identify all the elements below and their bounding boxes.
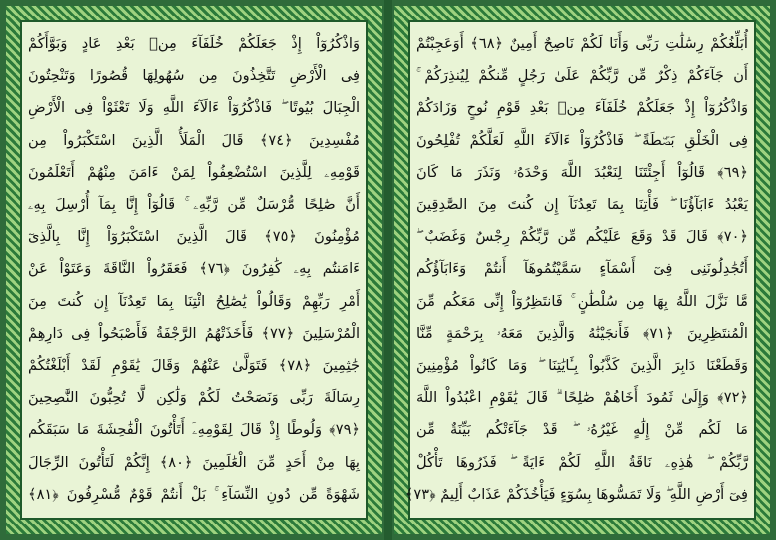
text-line: أَن جَآءَكُمْ ذِكْرٌ مِّن رَّبِّكُمْ عَلَىٰ رَجُلٍ مِّنكُمْ لِيُنذِرَكُمْ ۚ <box>416 67 748 85</box>
text-line: شَهْوَةً مِّن دُونِ النِّسَآءِ ۚ بَلْ أَنتُمْ قَوْمٌ مُّسْرِفُونَ ﴿٨١﴾ <box>28 485 360 503</box>
page-gutter <box>384 0 392 540</box>
right-page-text-panel <box>404 20 756 520</box>
text-line: بِهَا مِنْ أَحَدٍ مِّنَ الْعَٰلَمِينَ ﴿٨٠﴾ إِنَّكُمْ لَتَأْتُونَ الرِّجَالَ <box>28 453 360 471</box>
text-line: الْجِبَالَ بُيُوتًا ۖ فَاذْكُرُوٓاْ ءَالَآءَ اللَّهِ وَلَا تَعْثَوْاْ فِى الْأَرْضِ <box>28 99 360 117</box>
text-line: مُفْسِدِينَ ﴿٧٤﴾ قَالَ الْمَلَأُ الَّذِينَ اسْتَكْبَرُواْ مِن <box>28 131 360 149</box>
right-page-text <box>404 30 748 510</box>
right-page <box>394 6 770 534</box>
text-line: ﴿٦٩﴾ قَالُوٓاْ أَجِئْتَنَا لِنَعْبُدَ اللَّهَ وَحْدَهُۥ وَنَذَرَ مَا كَانَ <box>416 163 748 181</box>
text-line: مَا لَكُم مِّنْ إِلَٰهٍ غَيْرُهُۥ ۖ قَدْ جَآءَتْكُم بَيِّنَةٌ مِّن <box>416 421 748 439</box>
text-line: الْمُرْسَلِينَ ﴿٧٧﴾ فَأَخَذَتْهُمُ الرَّجْفَةُ فَأَصْبَحُواْ فِى دَارِهِمْ <box>28 324 360 342</box>
text-line: فِى الْخَلْقِ بَصْۜطَةً ۖ فَاذْكُرُوٓاْ ءَالَآءَ اللَّهِ لَعَلَّكُمْ تُفْلِحُونَ <box>416 131 748 149</box>
text-line: مَّا نَزَّلَ اللَّهُ بِهَا مِن سُلْطَٰنٍ ۚ فَانتَظِرُوٓاْ إِنِّى مَعَكُم مِّنَ <box>416 292 748 310</box>
text-line: رِسَالَةَ رَبِّى وَنَصَحْتُ لَكُمْ وَلَٰكِن لَّا تُحِبُّونَ النَّٰصِحِينَ <box>28 389 360 407</box>
text-line: أَتُجَٰدِلُونَنِى فِىٓ أَسْمَآءٍ سَمَّيْتُمُوهَآ أَنتُمْ وَءَابَآؤُكُم <box>416 260 748 278</box>
text-line: وَقَطَعْنَا دَابِرَ الَّذِينَ كَذَّبُواْ بِـَٔايَٰتِنَا ۖ وَمَا كَانُواْ مُؤْمِنِينَ <box>416 357 748 375</box>
text-line: قَوْمِهِۦ لِلَّذِينَ اسْتُضْعِفُواْ لِمَنْ ءَامَنَ مِنْهُمْ أَتَعْلَمُونَ <box>28 163 360 181</box>
text-line: ﴿٧٠﴾ قَالَ قَدْ وَقَعَ عَلَيْكُم مِّن رَّبِّكُمْ رِجْسٌ وَغَضَبٌ ۖ <box>416 228 748 246</box>
text-line: فِى الْأَرْضِ تَتَّخِذُونَ مِن سُهُولِهَا قُصُورًا وَتَنْحِتُونَ <box>28 67 360 85</box>
text-line: أُبَلِّغُكُمْ رِسَٰلَٰتِ رَبِّى وَأَنَا لَكُمْ نَاصِحٌ أَمِينٌ ﴿٦٨﴾ أَوَعَجِبْتُمْ <box>416 35 748 52</box>
text-line: الْمُنتَظِرِينَ ﴿٧١﴾ فَأَنجَيْنَٰهُ وَالَّذِينَ مَعَهُۥ بِرَحْمَةٍ مِّنَّا <box>416 324 748 342</box>
text-line: جَٰثِمِينَ ﴿٧٨﴾ فَتَوَلَّىٰ عَنْهُمْ وَقَالَ يَٰقَوْمِ لَقَدْ أَبْلَغْتُكُمْ <box>28 357 360 375</box>
text-line: مُؤْمِنُونَ ﴿٧٥﴾ قَالَ الَّذِينَ اسْتَكْبَرُوٓاْ إِنَّا بِالَّذِىٓ <box>28 228 360 246</box>
text-line: وَاذْكُرُوٓاْ إِذْ جَعَلَكُمْ خُلَفَآءَ مِنۢ بَعْدِ قَوْمِ نُوحٍ وَزَادَكُمْ <box>416 99 748 117</box>
text-line: يَعْبُدُ ءَابَآؤُنَا ۖ فَأْتِنَا بِمَا تَعِدُنَآ إِن كُنتَ مِنَ الصَّٰدِقِينَ <box>416 196 748 214</box>
text-line: أَمْرِ رَبِّهِمْ وَقَالُواْ يَٰصَٰلِحُ ائْتِنَا بِمَا تَعِدُنَآ إِن كُنتَ مِنَ <box>28 292 360 310</box>
text-line: وَاذْكُرُوٓاْ إِذْ جَعَلَكُمْ خُلَفَآءَ مِنۢ بَعْدِ عَادٍ وَبَوَّأَكُمْ <box>28 35 360 52</box>
text-line: رَّبِّكُمْ ۖ هَٰذِهِۦ نَاقَةُ اللَّهِ لَكُمْ ءَايَةً ۖ فَذَرُوهَا تَأْكُلْ <box>416 453 748 471</box>
text-line: ﴿٧٢﴾ وَإِلَىٰ ثَمُودَ أَخَاهُمْ صَٰلِحًا ۗ قَالَ يَٰقَوْمِ اعْبُدُواْ اللَّهَ <box>416 389 748 407</box>
left-page-text-panel <box>20 20 368 520</box>
text-line: ءَامَنتُم بِهِۦ كَٰفِرُونَ ﴿٧٦﴾ فَعَقَرُواْ النَّاقَةَ وَعَتَوْاْ عَنْ <box>28 260 361 278</box>
left-page <box>6 6 382 534</box>
text-line: فِىٓ أَرْضِ اللَّهِ ۖ وَلَا تَمَسُّوهَا بِسُوٓءٍ فَيَأْخُذَكُمْ عَذَابٌ أَلِيمٌ ﴿٧٣﴾ <box>404 485 748 503</box>
text-line: أَنَّ صَٰلِحًا مُّرْسَلٌ مِّن رَّبِّهِۦ ۚ قَالُوٓاْ إِنَّا بِمَآ أُرْسِلَ بِهِۦ <box>28 196 360 214</box>
text-line: ﴿٧٩﴾ وَلُوطًا إِذْ قَالَ لِقَوْمِهِۦٓ أَتَأْتُونَ الْفَٰحِشَةَ مَا سَبَقَكُم <box>28 421 360 439</box>
left-page-text <box>28 30 360 510</box>
